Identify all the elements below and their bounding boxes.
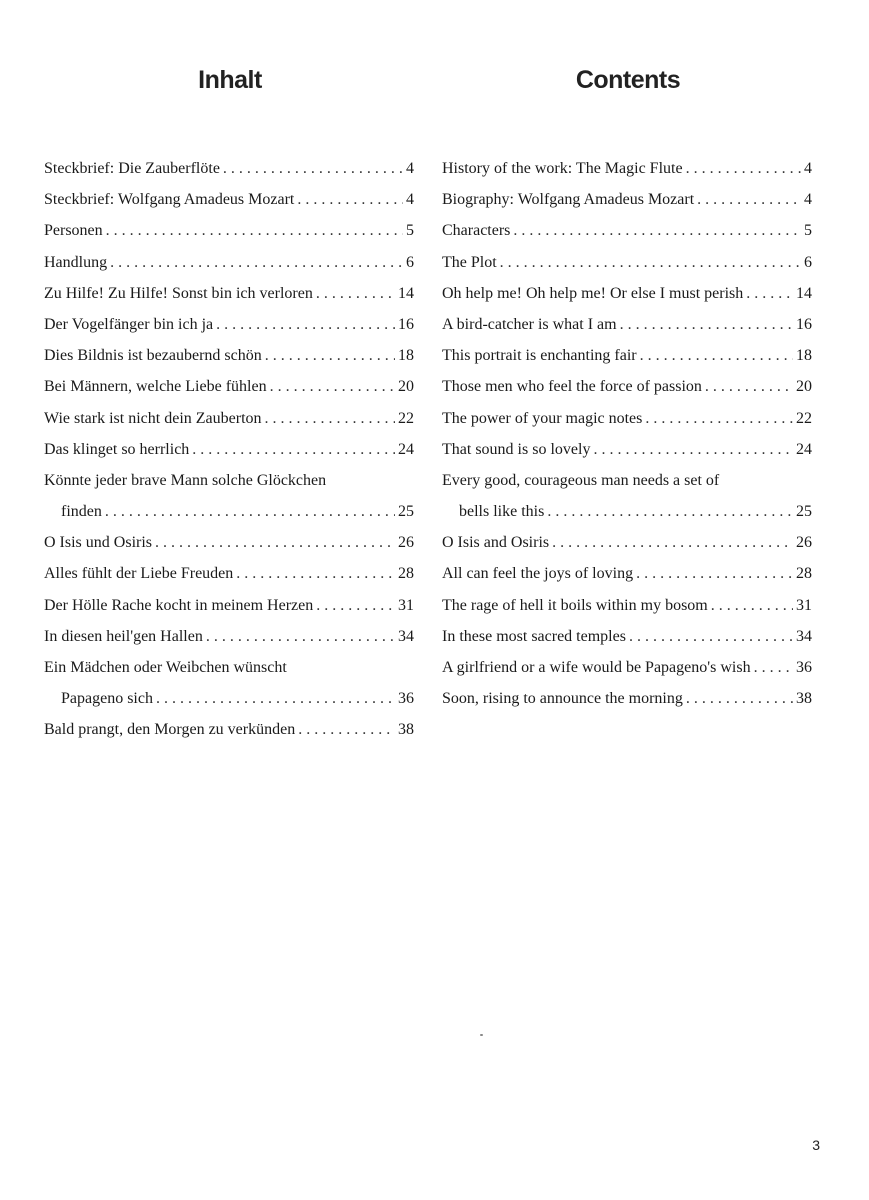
toc-entry (44, 590, 414, 621)
toc-entry (442, 309, 812, 340)
toc-entry-page: 6 (804, 253, 812, 271)
toc-entry (44, 496, 414, 527)
toc-entry-page: 34 (398, 627, 414, 645)
toc-entry-title: This portrait is enchanting fair (442, 347, 637, 365)
toc-entry-title: Every good, courageous man needs a set of (442, 471, 720, 489)
toc-entry-title: Personen (44, 222, 103, 240)
toc-entry-page: 34 (796, 627, 812, 645)
dot-leader (316, 590, 395, 621)
toc-entry (44, 683, 414, 714)
dot-leader (236, 558, 395, 589)
dot-leader (265, 340, 395, 371)
toc-entry (442, 652, 812, 683)
toc-entry-title: O Isis and Osiris (442, 534, 550, 552)
toc-entry-page: 6 (406, 253, 414, 271)
toc-entry (442, 278, 812, 309)
toc-entry (442, 527, 812, 558)
dot-leader (155, 527, 395, 558)
toc-entry (442, 558, 812, 589)
toc-entry-page: 22 (398, 409, 414, 427)
toc-entry-page: 36 (796, 659, 812, 676)
toc-entry (44, 621, 414, 652)
dot-leader (270, 371, 395, 402)
toc-entry-page: 20 (398, 378, 414, 396)
page-number: 3 (812, 1137, 820, 1153)
toc-entry-page: 18 (796, 347, 812, 365)
toc-entry-title: Steckbrief: Die Zauberflöte (44, 160, 220, 177)
dot-leader (298, 714, 395, 745)
dot-leader (746, 278, 793, 309)
dot-leader (640, 340, 793, 371)
toc-entry (44, 215, 414, 246)
toc-entry-page: 38 (796, 690, 812, 708)
dot-leader (547, 496, 793, 527)
dot-leader (686, 683, 793, 714)
dot-leader (105, 496, 395, 527)
toc-entry-page: 24 (796, 440, 812, 458)
toc-entry (442, 465, 812, 496)
toc-entry-title: Der Vogelfänger bin ich ja (44, 315, 214, 333)
toc-entry (44, 403, 414, 434)
dot-leader (754, 652, 793, 683)
dot-leader (156, 683, 395, 714)
toc-entry-title: Soon, rising to announce the morning (442, 690, 683, 708)
dot-leader (593, 434, 793, 465)
toc-entry-title: Characters (442, 222, 511, 240)
toc-entry-page: 4 (406, 160, 414, 177)
dot-leader (552, 527, 793, 558)
toc-entry-page: 31 (796, 596, 812, 614)
dot-leader (686, 153, 801, 184)
toc-entry (44, 247, 414, 278)
dot-leader (711, 590, 793, 621)
toc-entry-page: 20 (796, 378, 812, 396)
toc-entry (442, 590, 812, 621)
dot-leader (192, 434, 395, 465)
toc-entry (442, 403, 812, 434)
toc-entry (44, 558, 414, 589)
toc-entry-page: 5 (406, 222, 414, 240)
toc-entry-page: 14 (796, 284, 812, 302)
dot-leader (316, 278, 395, 309)
dot-leader (513, 215, 801, 246)
toc-entry-page: 31 (398, 596, 414, 614)
toc-entry (44, 278, 414, 309)
toc-entry-title: Der Hölle Rache kocht in meinem Herzen (44, 596, 314, 614)
toc-entry (44, 340, 414, 371)
toc-entry-page: 25 (398, 503, 414, 521)
toc-entry-page: 5 (804, 222, 812, 240)
toc-entry-title: Das klinget so herrlich (44, 440, 190, 458)
toc-entry-page: 22 (796, 409, 812, 427)
german-toc-list (44, 153, 414, 746)
toc-entry-page: 38 (398, 721, 414, 739)
toc-entry-page: 25 (796, 503, 812, 521)
dot-leader (500, 247, 801, 278)
dot-leader (106, 215, 403, 246)
dot-leader (265, 403, 395, 434)
toc-entry (442, 215, 812, 246)
toc-entry-title: Bald prangt, den Morgen zu verkünden (44, 721, 296, 739)
toc-entry-title: That sound is so lovely (442, 440, 591, 458)
dot-leader (697, 184, 801, 215)
toc-entry-title: The power of your magic notes (442, 409, 643, 427)
dot-leader (705, 371, 793, 402)
toc-entry-title: bells like this (459, 503, 545, 521)
toc-entry-page: 4 (804, 160, 812, 177)
toc-entry (442, 683, 812, 714)
toc-entry (44, 371, 414, 402)
toc-entry-title: The Plot (442, 253, 497, 271)
toc-entry-title: finden (61, 503, 102, 521)
toc-entry-page: 28 (796, 565, 812, 583)
dot-leader (629, 621, 793, 652)
toc-entry (442, 434, 812, 465)
toc-entry-page: 26 (398, 534, 414, 552)
toc-entry-page: 16 (398, 315, 414, 333)
toc-entry (442, 371, 812, 402)
toc-entry-title: A girlfriend or a wife would be Papageno's wish (442, 659, 751, 676)
toc-entry-title: Bei Männern, welche Liebe fühlen (44, 378, 267, 396)
toc-entry-page: 16 (796, 315, 812, 333)
toc-entry (442, 340, 812, 371)
toc-entry (44, 652, 414, 683)
toc-entry (442, 153, 812, 184)
toc-entry-page: 26 (796, 534, 812, 552)
toc-entry-page: 28 (398, 565, 414, 583)
dot-leader (297, 184, 403, 215)
toc-entry-title: Alles fühlt der Liebe Freuden (44, 565, 234, 583)
toc-entry-title: Oh help me! Oh help me! Or else I must perish (442, 284, 744, 302)
dot-leader (216, 309, 395, 340)
toc-entry (44, 184, 414, 215)
toc-entry-title: Ein Mädchen oder Weibchen wünscht (44, 659, 287, 676)
toc-entry (44, 527, 414, 558)
toc-entry (44, 434, 414, 465)
toc-entry-page: 4 (406, 191, 414, 209)
dot-leader (110, 247, 403, 278)
dot-leader (206, 621, 395, 652)
toc-entry-title: Those men who feel the force of passion (442, 378, 702, 396)
toc-entry-title: Papageno sich (61, 690, 153, 708)
toc-entry (44, 309, 414, 340)
toc-entry-title: In these most sacred temples (442, 627, 626, 645)
toc-entry-title: Zu Hilfe! Zu Hilfe! Sonst bin ich verloren (44, 284, 313, 302)
english-toc-heading: Contents (575, 66, 681, 94)
toc-entry (442, 247, 812, 278)
toc-entry (442, 184, 812, 215)
english-toc-list (442, 153, 812, 714)
scan-speck (480, 1034, 483, 1036)
german-toc-heading: Inhalt (198, 66, 262, 94)
toc-entry-page: 24 (398, 440, 414, 458)
dot-leader (223, 153, 403, 184)
toc-entry-page: 4 (804, 191, 812, 209)
toc-entry (442, 496, 812, 527)
toc-entry-title: History of the work: The Magic Flute (442, 160, 683, 177)
toc-entry-title: Handlung (44, 253, 108, 271)
toc-entry-title: All can feel the joys of loving (442, 565, 634, 583)
dot-leader (620, 309, 793, 340)
toc-entry (442, 621, 812, 652)
toc-entry-title: Dies Bildnis ist bezaubernd schön (44, 347, 262, 365)
toc-entry-page: 14 (398, 284, 414, 302)
toc-entry-title: Steckbrief: Wolfgang Amadeus Mozart (44, 191, 295, 209)
toc-entry-title: In diesen heil'gen Hallen (44, 627, 203, 645)
toc-entry-title: A bird-catcher is what I am (442, 315, 617, 333)
toc-entry-title: Wie stark ist nicht dein Zauberton (44, 409, 262, 427)
dot-leader (645, 403, 793, 434)
toc-entry-title: The rage of hell it boils within my bosom (442, 596, 708, 614)
dot-leader (636, 558, 793, 589)
toc-entry (44, 153, 414, 184)
toc-entry (44, 714, 414, 745)
toc-entry-title: Könnte jeder brave Mann solche Glöckchen (44, 471, 327, 489)
toc-entry-page: 36 (398, 690, 414, 708)
toc-entry-page: 18 (398, 347, 414, 365)
toc-entry-title: Biography: Wolfgang Amadeus Mozart (442, 191, 695, 209)
toc-entry-title: O Isis und Osiris (44, 534, 153, 552)
toc-entry (44, 465, 414, 496)
